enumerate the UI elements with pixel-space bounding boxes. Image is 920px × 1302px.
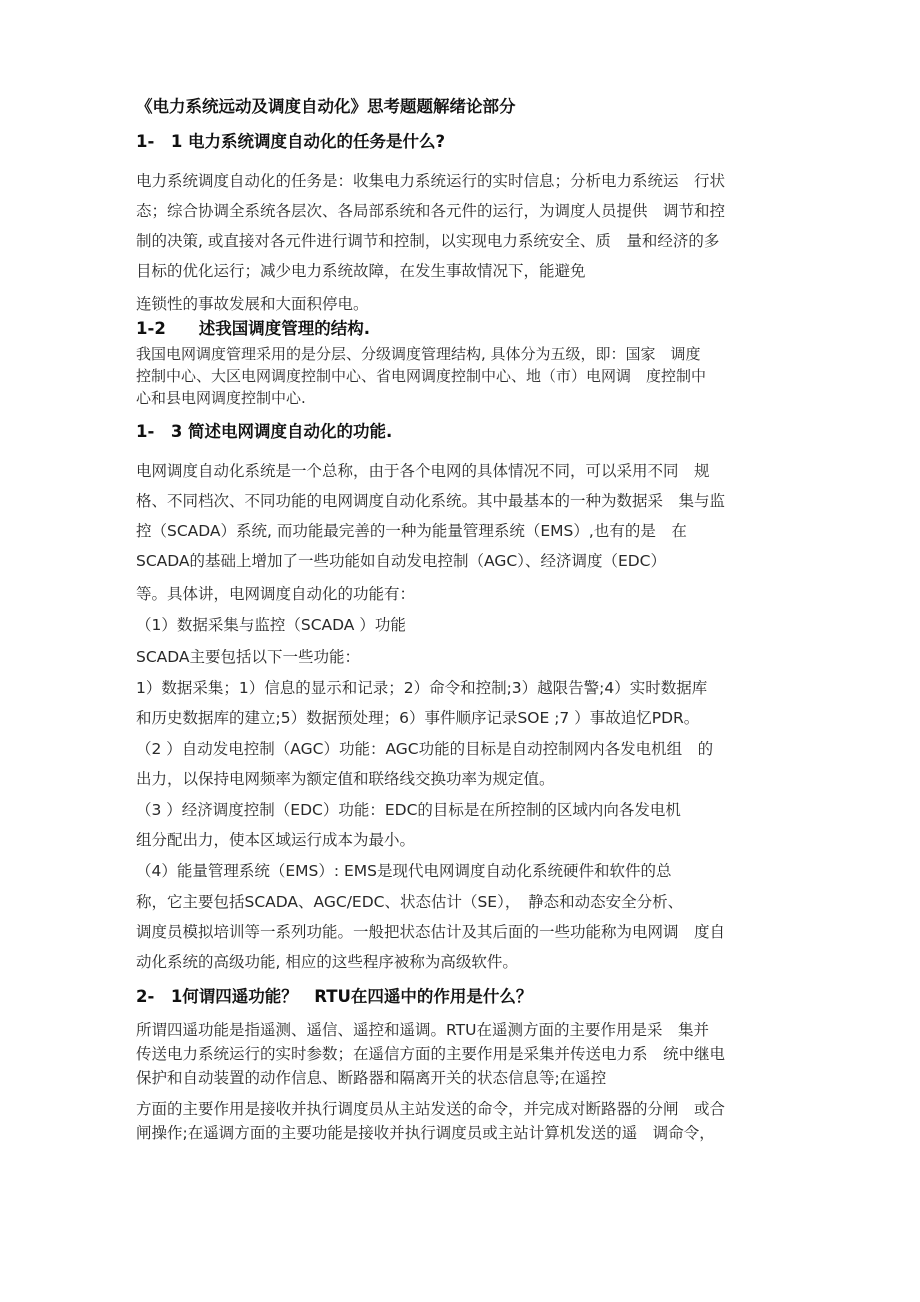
answer-line: 和历史数据库的建立;5）数据预处理；6）事件顺序记录SOE ;7 ）事故追忆PDR。 xyxy=(136,709,700,727)
answer-line: 传送电力系统运行的实时参数；在遥信方面的主要作用是采集并传送电力系 统中继电 xyxy=(136,1045,726,1063)
answer-line: 控制中心、大区电网调度控制中心、省电网调度控制中心、地（市）电网调 度控制中 xyxy=(136,367,707,385)
answer-line: 心和县电网调度控制中心. xyxy=(136,389,306,407)
answer-line: 1）数据采集；1）信息的显示和记录；2）命令和控制;3）越限告警;4）实时数据库 xyxy=(136,679,708,697)
answer-line: 动化系统的高级功能, 相应的这些程序被称为高级软件。 xyxy=(136,953,518,971)
answer-line: 称，它主要包括SCADA、AGC/EDC、状态估计（SE）， 静态和动态安全分析、 xyxy=(136,893,684,911)
answer-line: 调度员模拟培训等一系列功能。一般把状态估计及其后面的一些功能称为电网调 度自 xyxy=(136,923,726,941)
answer-line: SCADA主要包括以下一些功能： xyxy=(136,648,361,666)
answer-line: 组分配出力，使本区域运行成本为最小。 xyxy=(136,831,416,849)
answer-line: （4）能量管理系统（EMS）: EMS是现代电网调度自动化系统硬件和软件的总 xyxy=(136,862,672,880)
question-heading: 1- 3 简述电网调度自动化的功能. xyxy=(136,422,393,441)
question-heading: 1-2 述我国调度管理的结构. xyxy=(136,319,371,338)
answer-line: SCADA的基础上增加了一些功能如自动发电控制（AGC）、经济调度（EDC） xyxy=(136,552,666,570)
answer-line: 电力系统调度自动化的任务是：收集电力系统运行的实时信息；分析电力系统运 行状 xyxy=(136,172,726,190)
answer-line: 目标的优化运行；减少电力系统故障，在发生事故情况下，能避免 xyxy=(136,262,586,280)
answer-line: 控（SCADA）系统, 而功能最完善的一种为能量管理系统（EMS）,也有的是 在 xyxy=(136,522,687,540)
answer-line: 电网调度自动化系统是一个总称，由于各个电网的具体情况不同，可以采用不同 规 xyxy=(136,462,710,480)
answer-line: 出力，以保持电网频率为额定值和联络线交换功率为规定值。 xyxy=(136,770,555,788)
answer-line: 保护和自动装置的动作信息、断路器和隔离开关的状态信息等;在遥控 xyxy=(136,1069,607,1087)
answer-line: （1）数据采集与监控（SCADA ）功能 xyxy=(136,616,406,634)
answer-line: 连锁性的事故发展和大面积停电。 xyxy=(136,295,369,313)
question-heading: 2- 1何谓四遥功能？ RTU在四遥中的作用是什么？ xyxy=(136,987,533,1006)
answer-line: （3 ）经济调度控制（EDC）功能：EDC的目标是在所控制的区域内向各发电机 xyxy=(136,801,681,819)
answer-line: 等。具体讲，电网调度自动化的功能有： xyxy=(136,585,416,603)
answer-line: 方面的主要作用是接收并执行调度员从主站发送的命令，并完成对断路器的分闸 或合 xyxy=(136,1100,726,1118)
answer-line: 制的决策, 或直接对各元件进行调节和控制，以实现电力系统安全、质 量和经济的多 xyxy=(136,232,720,250)
question-heading: 1- 1 电力系统调度自动化的任务是什么? xyxy=(136,132,446,151)
answer-line: （2 ）自动发电控制（AGC）功能：AGC功能的目标是自动控制网内各发电机组 的 xyxy=(136,740,714,758)
answer-line: 我国电网调度管理采用的是分层、分级调度管理结构, 具体分为五级，即：国家 调度 xyxy=(136,345,701,363)
answer-line: 态；综合协调全系统各层次、各局部系统和各元件的运行，为调度人员提供 调节和控 xyxy=(136,202,726,220)
answer-line: 格、不同档次、不同功能的电网调度自动化系统。其中最基本的一种为数据采 集与监 xyxy=(136,492,726,510)
answer-line: 闸操作;在遥调方面的主要功能是接收并执行调度员或主站计算机发送的遥 调命令， xyxy=(136,1124,715,1142)
answer-line: 所谓四遥功能是指遥测、遥信、遥控和遥调。RTU在遥测方面的主要作用是采 集并 xyxy=(136,1021,709,1039)
document-title: 《电力系统远动及调度自动化》思考题题解绪论部分 xyxy=(136,97,516,116)
